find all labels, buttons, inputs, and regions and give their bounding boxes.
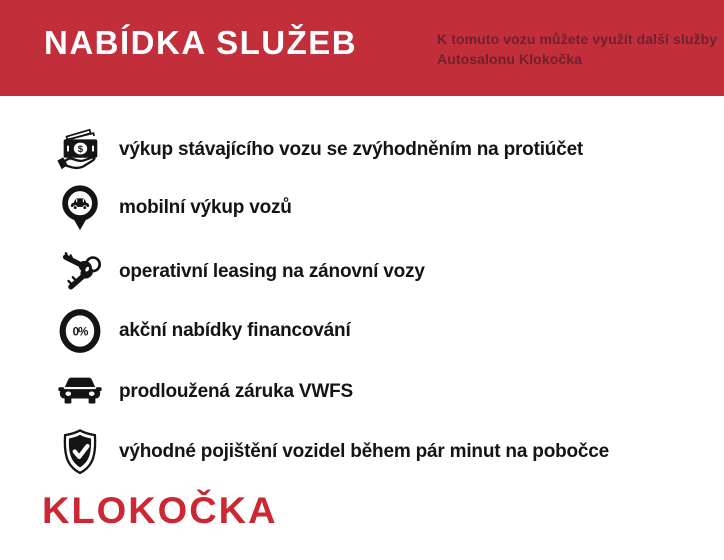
service-label: prodloužená záruka VWFS (119, 381, 353, 402)
dollar-glyph: $ (77, 144, 84, 156)
shield-check-icon (54, 424, 106, 480)
header-subtitle-line1: K tomuto vozu můžete využít další služby (437, 31, 718, 47)
service-label: operativní leasing na zánovní vozy (119, 261, 425, 282)
car-keys-icon (54, 244, 106, 300)
car-location-pin-icon (54, 180, 106, 236)
car-icon (54, 364, 106, 420)
cash-in-hand-icon (54, 122, 106, 178)
service-row-leasing (54, 242, 425, 302)
zero-percent-icon (54, 303, 106, 359)
klokocka-logo: KLOKOČKA (42, 491, 278, 532)
service-label: mobilní výkup vozů (119, 197, 292, 218)
service-row-insurance (54, 422, 609, 482)
service-label: výkup stávajícího vozu se zvýhodněním na protiúčet (119, 139, 584, 160)
service-row-warranty (54, 362, 353, 422)
service-label: akční nabídky financování (119, 320, 351, 341)
header-banner (0, 0, 724, 96)
service-label: výhodné pojištění vozidel během pár minut na pobočce (119, 441, 610, 462)
header-subtitle (437, 29, 717, 69)
page-title: NABÍDKA SLUŽEB (44, 24, 358, 61)
service-row-financing (54, 301, 351, 361)
service-row-mobile-buyout (54, 178, 292, 238)
header-subtitle-line2: Autosalonu Klokočka (437, 51, 583, 67)
services-list (0, 96, 724, 496)
zero-percent-label: 0% (72, 326, 88, 339)
service-row-trade-in (54, 120, 583, 180)
